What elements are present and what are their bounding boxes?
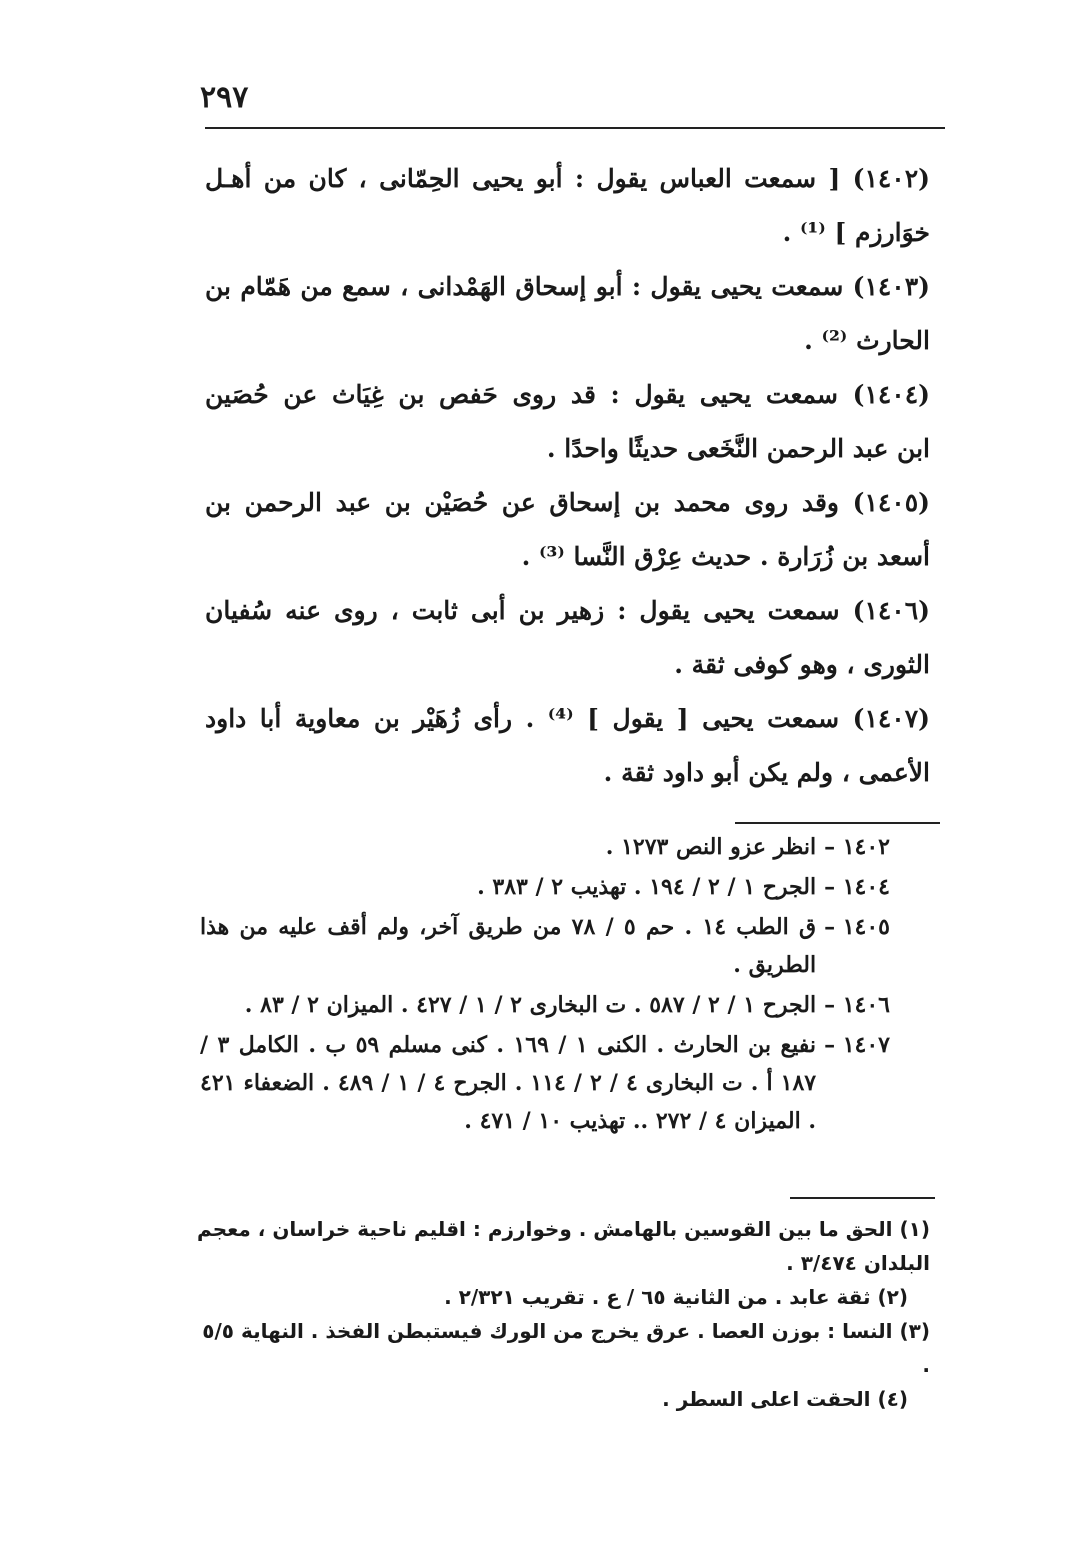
note-number: ١٤٠٢ –: [824, 834, 890, 860]
entry-line: الحارث ⁽²⁾ .: [804, 326, 930, 355]
entry-line: أسعد بن زُرَارة . حديث عِرْق النَّسا ⁽³⁾ .: [521, 542, 930, 571]
note-text: الجرح ١ / ٢ / ٥٨٧ . ت البخارى ٢ / ١ / ٤٢٧ . الميزان ٢ / ٨٣ .: [244, 992, 817, 1018]
entry-line: الأعمى ، ولم يكن أبو داود ثقة .: [603, 758, 930, 787]
entry-line: (١٤٠٦) سمعت يحيى يقول : زهير بن أبى ثابت ، روى عنه سُفيان: [205, 596, 930, 625]
note-1402: [200, 828, 890, 866]
footnote-3: (٣) النسا : بوزن العصا . عرق يخرج من الورك فيستبطن الفخذ . النهاية ٥/٥ .: [202, 1319, 930, 1377]
footnote-2: (٢) ثقة عابد . من الثانية ٦٥ / ع . تقريب ٢/٣٢١ .: [444, 1285, 908, 1309]
page-number: ٢٩٧: [200, 80, 249, 115]
footnotes-rule: [790, 1197, 935, 1199]
footnote-1: (١) الحق ما بين القوسين بالهامش . وخوارزم : اقليم ناحية خراسان ، معجم البلدان ٣/٤٧٤ .: [197, 1217, 930, 1275]
entry-line: (١٤٠٢) [ سمعت العباس يقول : أبو يحيى الحِمّانى ، كان من أهـل: [205, 164, 930, 193]
note-1407: [200, 1026, 890, 1140]
note-text: نفيع بن الحارث . الكنى ١ / ١٦٩ . كنى مسلم ٥٩ ب . الكامل ٣ / ١٨٧ أ . ت البخارى ٤ / ٢ / ١١٤ . الجرح ٤ / ١ / ٤٨٩ . الضعفاء ٤٢١ . الميزان ٤ / ٢٧٢ .. تهذيب ١٠ / ٤٧١ .: [200, 1032, 817, 1134]
note-number: ١٤٠٧ –: [824, 1032, 890, 1058]
entry-1403: [205, 260, 930, 368]
entry-1402: [205, 152, 930, 260]
entry-line: (١٤٠٤) سمعت يحيى يقول : قد روى حَفص بن غِيَاث عن حُصَين: [205, 380, 930, 409]
footnote-4: (٤) الحقت اعلى السطر .: [662, 1387, 908, 1411]
note-number: ١٤٠٦ –: [824, 992, 890, 1018]
notes-rule: [735, 822, 940, 824]
entry-1407: [205, 692, 930, 800]
entry-line: (١٤٠٧) سمعت يحيى [ يقول ] ⁽⁴⁾ . رأى زُهَيْر بن معاوية أبا داود: [205, 704, 930, 733]
note-text: الجرح ١ / ٢ / ١٩٤ . تهذيب ٢ / ٣٨٣ .: [477, 874, 817, 900]
header-rule: [205, 127, 945, 129]
note-1406: [200, 986, 890, 1024]
entry-1406: [205, 584, 930, 692]
note-1404: [200, 868, 890, 906]
entry-1405: [205, 476, 930, 584]
note-number: ١٤٠٥ –: [824, 914, 890, 940]
entry-line: ابن عبد الرحمن النَّخَعى حديثًا واحدًا .: [546, 434, 930, 463]
main-text: [205, 152, 930, 800]
footnotes: [190, 1212, 930, 1416]
entry-line: الثورى ، وهو كوفى ثقة .: [674, 650, 930, 679]
note-text: انظر عزو النص ١٢٧٣ .: [605, 834, 817, 860]
note-text: ق الطب ١٤ . حم ٥ / ٧٨ من طريق آخر، ولم أقف عليه من هذا الطريق .: [200, 914, 817, 978]
entry-line: (١٤٠٣) سمعت يحيى يقول : أبو إسحاق الهَمْدانى ، سمع من هَمّام بن: [205, 272, 930, 301]
entry-line: (١٤٠٥) وقد روى محمد بن إسحاق عن حُصَيْن بن عبد الرحمن بن: [205, 488, 931, 517]
note-1405: [200, 908, 890, 984]
note-number: ١٤٠٤ –: [824, 874, 890, 900]
entry-line: خوَارزم ] ⁽¹⁾ .: [782, 218, 930, 247]
entry-1404: [205, 368, 930, 476]
reference-notes: [200, 828, 890, 1142]
